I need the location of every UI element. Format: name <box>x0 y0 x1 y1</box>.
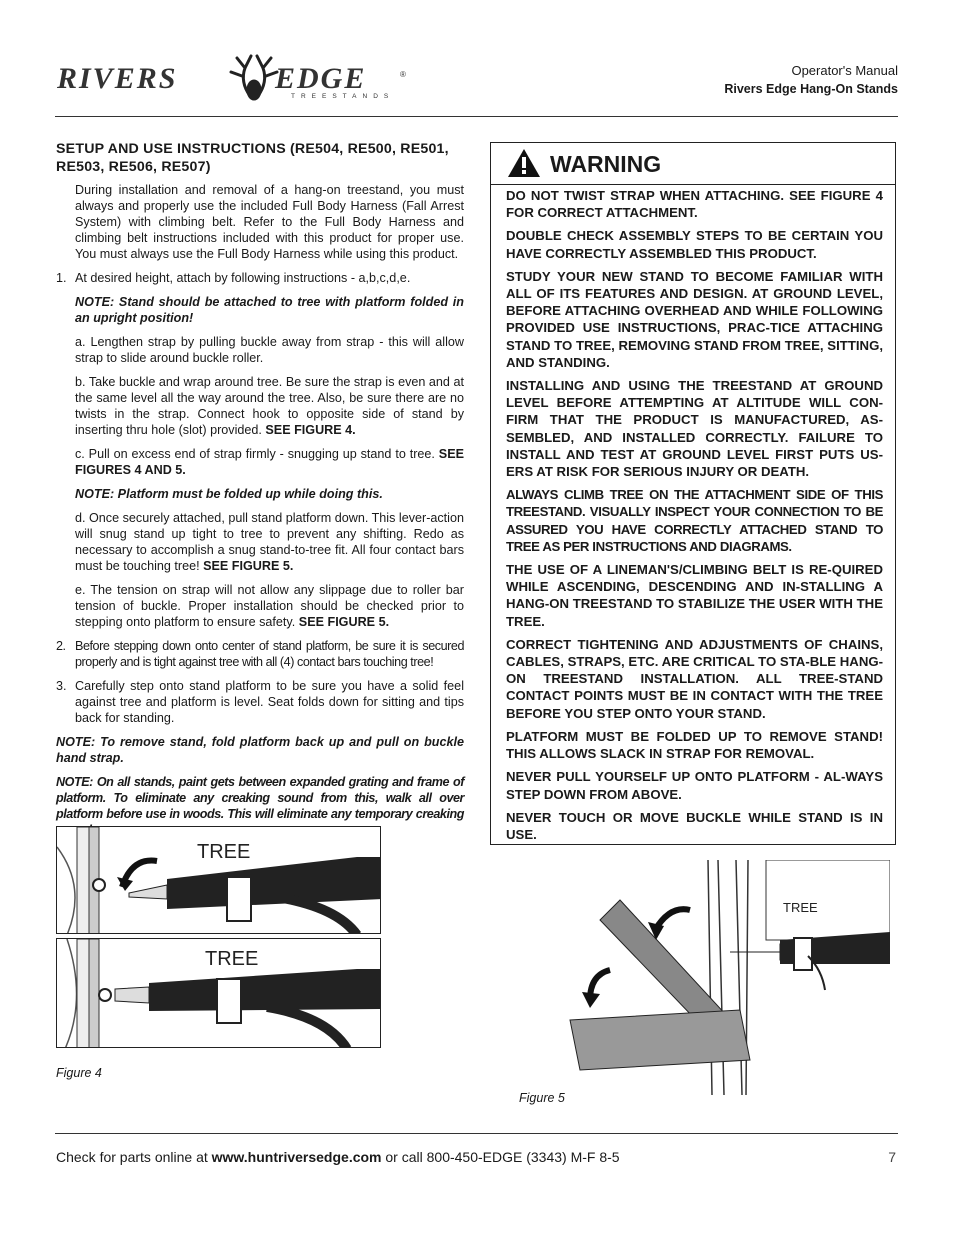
strap-attached-illustration <box>57 939 381 1048</box>
note-upright: NOTE: Stand should be attached to tree with platform folded in an upright position! <box>75 295 464 325</box>
svg-text:RIVERS: RIVERS <box>57 62 178 95</box>
header-info <box>724 62 898 98</box>
warning-triangle-icon <box>506 147 542 179</box>
warning-title: WARNING <box>550 151 662 177</box>
warning-list <box>506 187 883 849</box>
warning-header <box>491 143 895 185</box>
setup-intro: During installation and removal of a hang-on treestand, you must always and properly use the included Full Body Harness (Fall Arrest System) with climbing belt. Refer to the Full Body Harness and climbing belt instructions included with this product for proper use. You must always use the Full Body Harness while using this product. <box>75 183 464 261</box>
warning-item: THE USE OF A LINEMAN'S/CLIMBING BELT IS RE-QUIRED WHILE ASCENDING, DESCENDING AND IN-STALLING A HANG-ON TREESTAND TO STABILIZE THE USER WITH THE TREE. <box>506 562 883 629</box>
warning-item: ALWAYS CLIMB TREE ON THE ATTACHMENT SIDE OF THIS TREESTAND. VISUALLY INSPECT YOUR CONNECTION TO BE ASSURED YOU HAVE CORRECTLY ATTACHED STAND TO TREE AS PER INSTRUCTIONS AND DIAGRAMS. <box>506 487 883 554</box>
svg-text:TREE: TREE <box>783 900 818 915</box>
rivers-edge-logo <box>55 52 415 102</box>
figure5-caption: Figure 5 <box>519 1091 565 1105</box>
note-remove: NOTE: To remove stand, fold platform back up and pull on buckle hand strap. <box>56 735 464 765</box>
svg-text:TREE: TREE <box>197 841 251 863</box>
setup-instructions <box>56 140 464 846</box>
step-d: d. Once securely attached, pull stand platform down. This lever-action will snug stand up tight to tree to prevent any shifting. Redo as necessary to accomplish a snug stand-to-tree fit. All four contact bars must be touching tree! SEE FIGURE 5. <box>75 511 464 573</box>
svg-text:TREESTANDS: TREESTANDS <box>291 93 395 100</box>
warning-item: INSTALLING AND USING THE TREESTAND AT GROUND LEVEL BEFORE ATTEMPTING AT ALTITUDE WILL CON-FIRM THAT THE PRODUCT IS MANUFACTURED, AS-SEMBLED, AND INSTALLED CORRECTLY. FAILURE TO INSTALL AND TEST AT GROUND LEVEL FIRST PUTS US-ERS AT RISK FOR SERIOUS INJURY OR DEATH. <box>506 378 883 480</box>
figure4-bottom-panel <box>56 938 381 1048</box>
step-b: b. Take buckle and wrap around tree. Be sure the strap is even and at the same level all the way around the tree. Also, be sure there are no twists in the strap. Connect hook to opposite side of stand by inserting thru hole (slot) provided. SEE FIGURE 4. <box>75 375 464 437</box>
step-3: 3. Carefully step onto stand platform to be sure you have a solid feel against tree and platform is level. Seat folds down for sitting and tips back for standing. <box>56 679 464 725</box>
warning-item: DOUBLE CHECK ASSEMBLY STEPS TO BE CERTAIN YOU HAVE CORRECTLY ASSEMBLED THIS PRODUCT. <box>506 228 883 261</box>
warning-box <box>490 142 896 845</box>
manual-title: Operator's Manual <box>791 63 898 78</box>
footer-divider <box>55 1133 898 1134</box>
website-link[interactable]: www.huntriversedge.com <box>211 1149 382 1165</box>
warning-item: STUDY YOUR NEW STAND TO BECOME FAMILIAR WITH ALL OF ITS FEATURES AND DESIGN. AT GROUND LEVEL, BEFORE ATTACHING OVERHEAD AND WHILE FOLLOWING PROVIDED USE INSTRUCTIONS, PRAC-TICE ATTACHING STAND TO TREE, REMOVING STAND FROM TREE, SITTING, AND STANDING. <box>506 268 883 370</box>
warning-item: CORRECT TIGHTENING AND ADJUSTMENTS OF CHAINS, CABLES, STRAPS, ETC. ARE CRITICAL TO STA-BLE HANG-ON TREESTAND INSTALLATION. ALL TREE-STAND CONTACT POINTS MUST BE IN CONTACT WITH THE TREE BEFORE YOU STEP ONTO YOUR STAND. <box>506 636 883 721</box>
footer-text: Check for parts online at www.huntriversedge.com or call 800-450-EDGE (3343) M-F 8-5 <box>56 1149 620 1165</box>
step-e: e. The tension on strap will not allow any slippage due to roller bar tension of buckle. Proper installation should be checked prior to stepping onto platform to ensure safety. SEE FIGURE 5. <box>75 583 464 629</box>
strap-hook-illustration <box>57 827 381 934</box>
figure5-illustration <box>560 860 890 1095</box>
step-2: 2. Before stepping down onto center of stand platform, be sure it is secured properly and is tight against tree with all (4) contact bars touching tree! <box>56 639 464 669</box>
svg-text:TREE: TREE <box>205 948 259 970</box>
step-1: 1. At desired height, attach by following instructions - a,b,c,d,e. <box>56 271 411 285</box>
warning-item: DO NOT TWIST STRAP WHEN ATTACHING. SEE FIGURE 4 FOR CORRECT ATTACHMENT. <box>506 188 883 221</box>
note-folded: NOTE: Platform must be folded up while doing this. <box>75 487 383 501</box>
page-number: 7 <box>888 1149 896 1165</box>
step-a: a. Lengthen strap by pulling buckle away from strap - this will allow strap to slide around buckle roller. <box>75 335 464 365</box>
product-title: Rivers Edge Hang-On Stands <box>724 82 898 96</box>
step-c: c. Pull on excess end of strap firmly - snugging up stand to tree. SEE FIGURES 4 AND 5. <box>75 447 464 477</box>
figure4-caption: Figure 4 <box>56 1066 102 1080</box>
svg-text:EDGE: EDGE <box>275 62 367 95</box>
header-divider <box>55 116 898 117</box>
svg-text:®: ® <box>400 70 406 79</box>
warning-item: PLATFORM MUST BE FOLDED UP TO REMOVE STAND! THIS ALLOWS SLACK IN STRAP FOR REMOVAL. <box>506 728 883 762</box>
setup-title: SETUP AND USE INSTRUCTIONS (RE504, RE500, RE501, RE503, RE506, RE507) <box>56 141 449 175</box>
warning-item: NEVER TOUCH OR MOVE BUCKLE WHILE STAND IS IN USE. <box>506 809 883 842</box>
warning-item: NEVER PULL YOURSELF UP ONTO PLATFORM - AL-WAYS STEP DOWN FROM ABOVE. <box>506 769 883 802</box>
note-paint: NOTE: On all stands, paint gets between expanded grating and frame of platform. To eliminate any creaking sound from this, walk all over platform before use in woods. This will eliminate any temporary creaking <box>56 775 464 821</box>
figure4-top-panel <box>56 826 381 934</box>
